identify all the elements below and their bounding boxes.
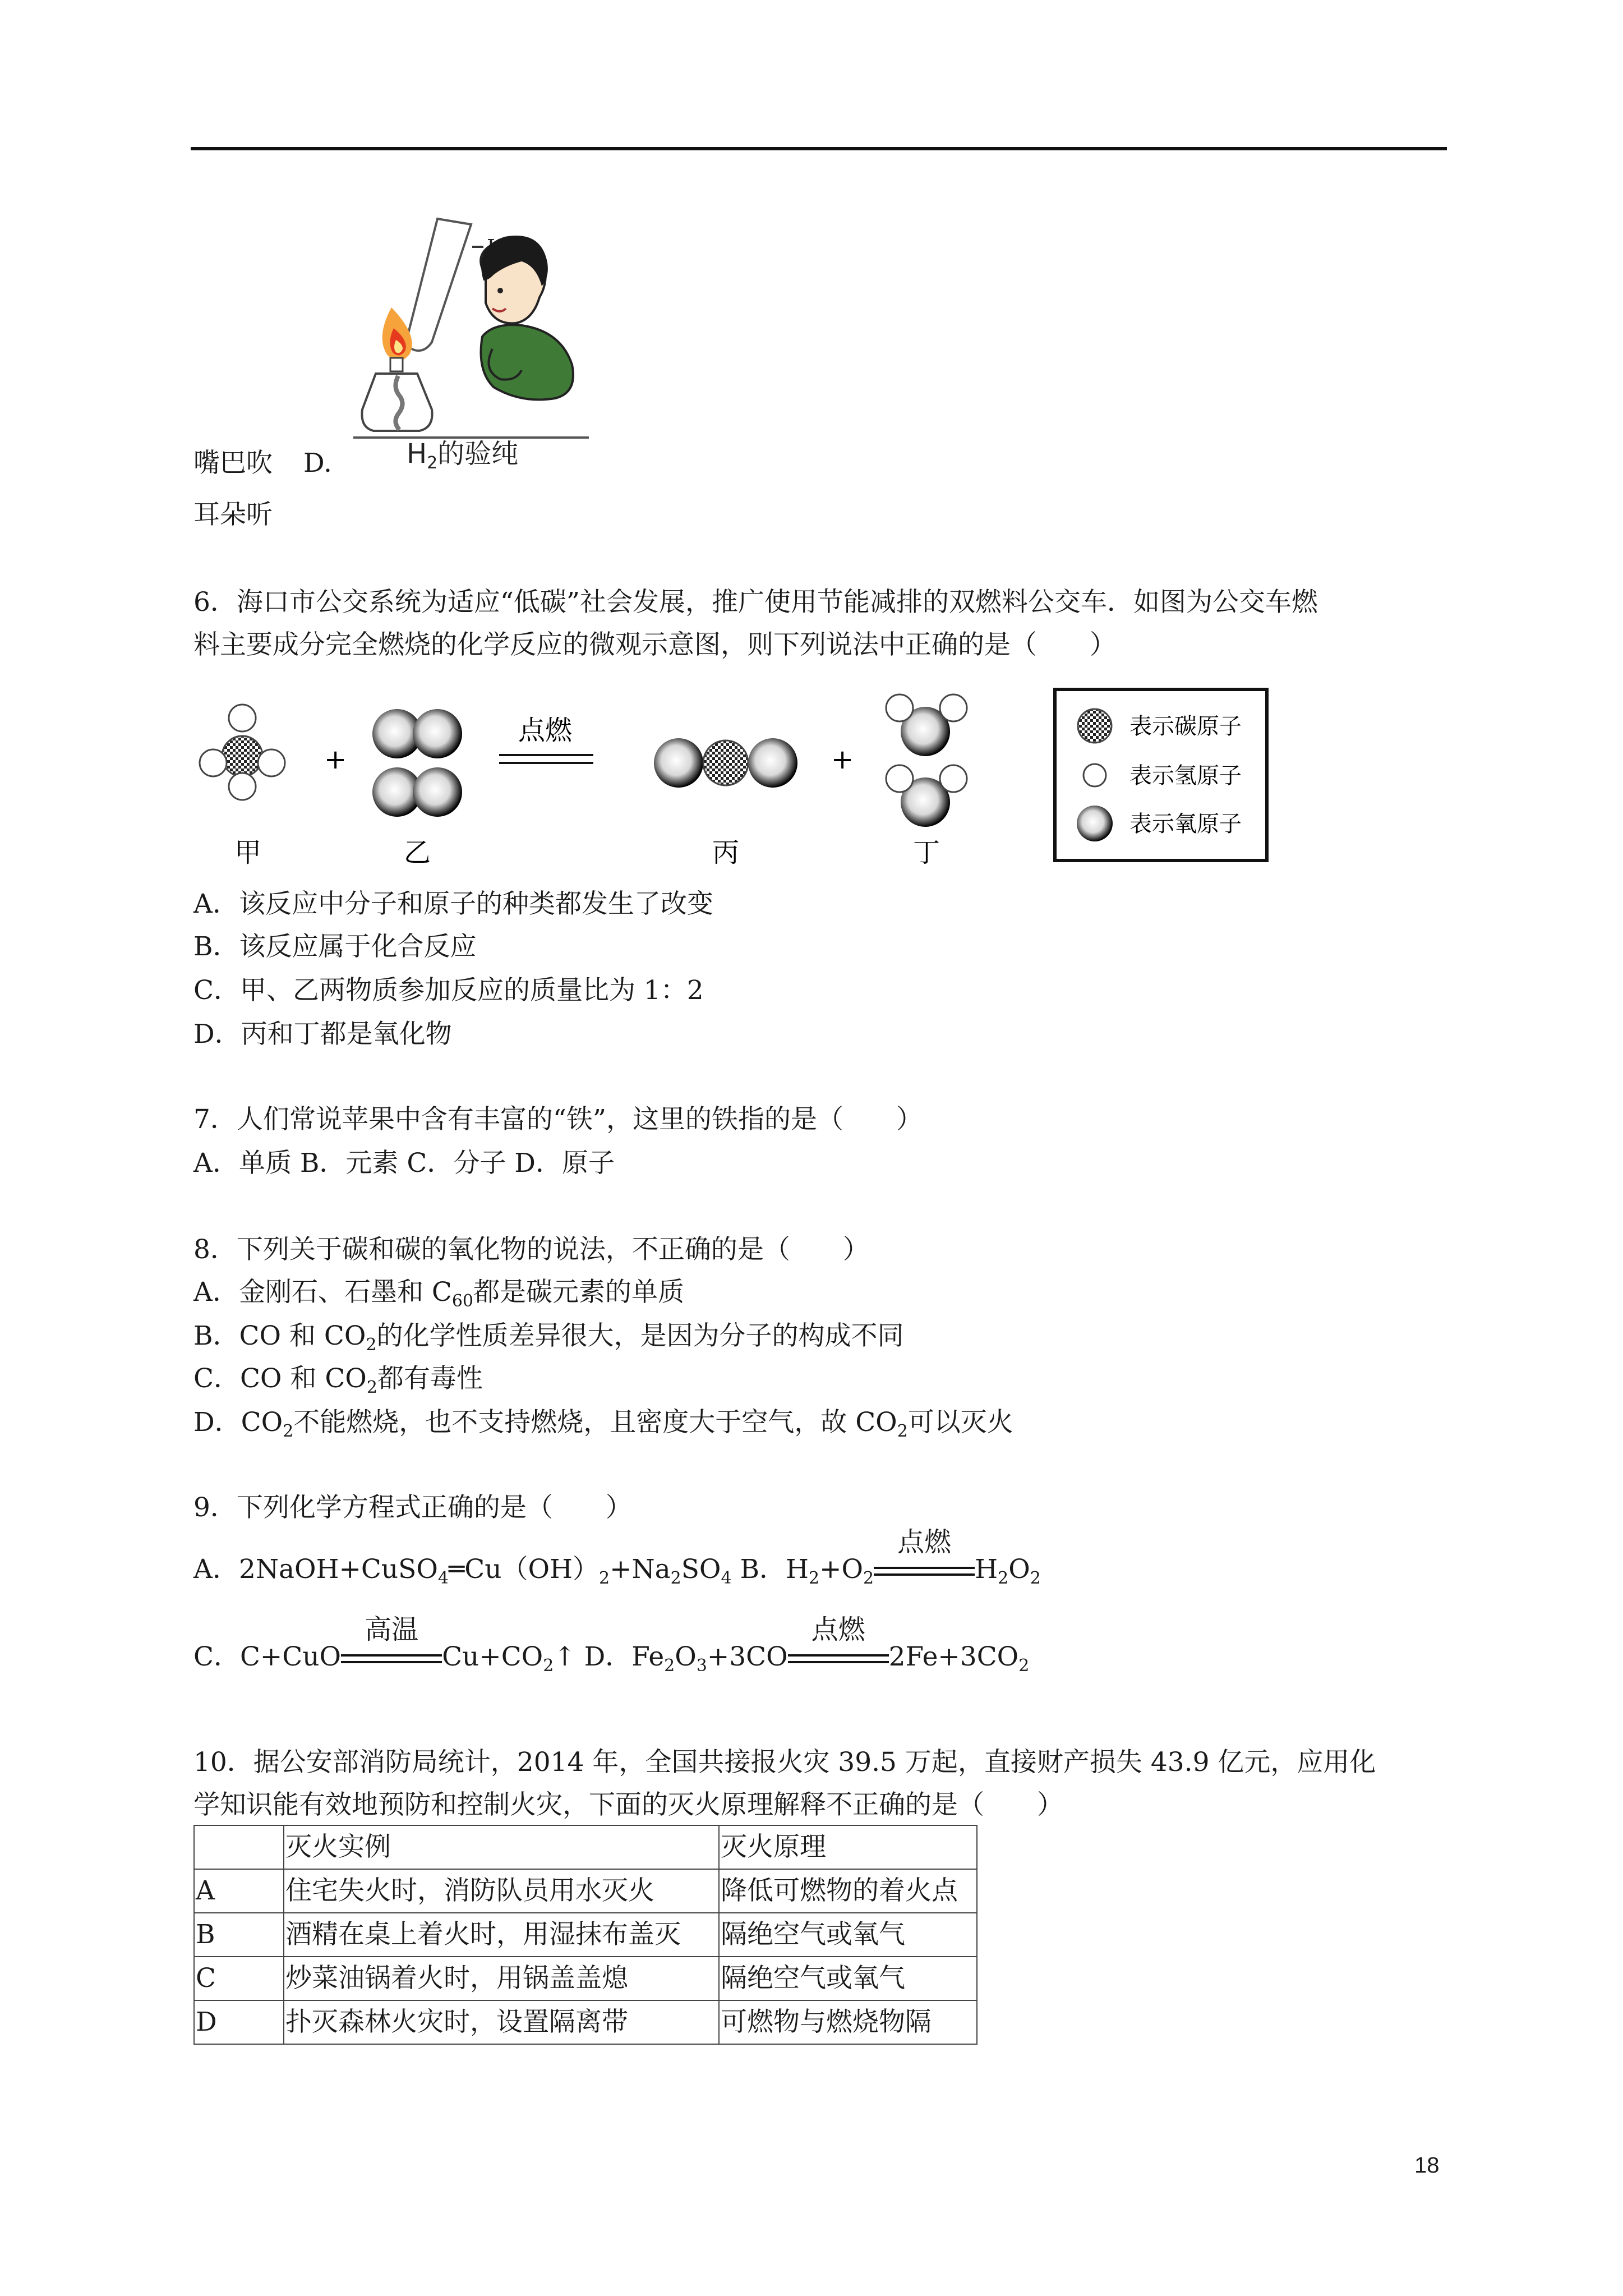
q10-stem-line2: 学知识能有效地预防和控制火灾，下面的灭火原理解释不正确的是（ ）	[193, 1789, 1063, 1820]
legend-hydrogen-text: 表示氢原子	[1129, 763, 1242, 789]
q7-options: A．单质 B．元素 C．分子 D．原子	[193, 1148, 615, 1179]
hydrogen-atom-icon	[940, 765, 967, 792]
molecule-bing	[654, 738, 797, 788]
hydrogen-atom-icon	[258, 749, 285, 776]
label-yi: 乙	[403, 837, 431, 868]
q8-b-sub: 2	[366, 1335, 377, 1355]
table-row	[194, 1957, 977, 2000]
table-cell: A	[194, 1869, 284, 1913]
q9-b-sub-4: 2	[1030, 1568, 1041, 1588]
alcohol-lamp-icon	[362, 358, 432, 431]
image-caption: $H_2$的验纯	[407, 438, 519, 471]
q6-option-b: B．该反应属于化合反应	[193, 931, 477, 962]
hydrogen-atom-icon	[1083, 764, 1106, 786]
table-cell: 扑灭森林火灾时，设置隔离带	[284, 2000, 719, 2044]
test-tube-icon	[407, 219, 471, 351]
q9-a-sub-3: 2	[670, 1568, 681, 1588]
q8-a-sub: 60	[451, 1291, 474, 1311]
table-cell: B	[194, 1913, 284, 1957]
hydrogen-atom-icon	[229, 773, 256, 800]
hydrogen-atom-icon	[886, 765, 913, 792]
q8-option-a	[193, 1276, 684, 1309]
hydrogen-atom-icon	[229, 705, 256, 731]
q9-d-reaction-arrow	[788, 1614, 889, 1670]
q9-c-text: C．C+CuO	[193, 1641, 342, 1672]
q9-b-sub-3: 2	[998, 1568, 1009, 1588]
q8-c-text-2: 都有毒性	[377, 1363, 483, 1394]
q7-stem: 7．人们常说苹果中含有丰富的“铁”，这里的铁指的是（ ）	[193, 1104, 923, 1135]
q9-b-reaction-arrow	[874, 1526, 975, 1582]
option-d-label: D.	[303, 448, 332, 478]
q9-options-cd	[193, 1614, 1030, 1676]
q9-b-sub-2: 2	[863, 1568, 874, 1588]
molecule-ding	[886, 694, 967, 827]
q9-b-text-3: H	[975, 1554, 998, 1585]
q6-legend	[1053, 688, 1269, 862]
q8-d-text-3: 可以灭火	[907, 1407, 1013, 1438]
molecule-jia	[200, 705, 285, 800]
legend-carbon-text: 表示碳原子	[1129, 714, 1242, 739]
q9-d-text-3: +3CO	[707, 1641, 788, 1672]
prev-option-line-2: 耳朵听	[193, 499, 273, 530]
q8-a-text: A．金刚石、石墨和 C	[193, 1277, 452, 1308]
table-header-row	[194, 1825, 977, 1869]
q9-a-text-4: SO	[681, 1554, 721, 1585]
q9-a-sub-2: 2	[599, 1568, 610, 1588]
q9-c-reaction-arrow	[341, 1614, 442, 1670]
hydrogen-atom-icon	[886, 694, 913, 721]
label-ding: 丁	[912, 837, 940, 868]
q10-stem-line1: 10．据公安部消防局统计，2014 年，全国共接报火灾 39.5 万起，直接财产损失 43.9 亿元，应用化	[193, 1747, 1376, 1778]
table-header-cell: 灭火原理	[719, 1825, 977, 1869]
q8-d-sub: 2	[283, 1421, 294, 1441]
q9-d-text: ↑ D．Fe	[554, 1641, 665, 1672]
q9-a-text: A．2NaOH+CuSO	[193, 1554, 438, 1585]
q9-b-text: B．H	[731, 1554, 809, 1585]
q9-d-sub: 2	[664, 1656, 675, 1676]
q9-d-text-2: O	[675, 1641, 697, 1672]
q9-options-ab	[193, 1526, 1041, 1588]
molecule-yi	[372, 709, 462, 817]
q6-option-c: C．甲、乙两物质参加反应的质量比为 1：2	[193, 975, 704, 1006]
oxygen-atom-icon	[654, 738, 703, 788]
hydrogen-atom-icon	[200, 749, 227, 776]
q8-option-c	[193, 1362, 483, 1396]
q9-c-sub: 2	[543, 1656, 554, 1676]
table-row	[194, 2000, 977, 2044]
q9-d-sub-2: 3	[696, 1656, 707, 1676]
table-cell: 可燃物与燃烧物隔	[719, 2000, 977, 2044]
reaction-condition: 点燃	[518, 715, 573, 746]
page-number: 18	[1414, 2153, 1440, 2178]
q9-b-sub: 2	[809, 1568, 820, 1588]
q9-stem: 9．下列化学方程式正确的是（ ）	[193, 1492, 632, 1523]
label-bing: 丙	[712, 837, 740, 868]
q10-table	[193, 1825, 978, 2045]
q9-a-text-3: +Na	[610, 1554, 671, 1585]
table-header-cell: 灭火实例	[284, 1825, 719, 1869]
header-rule	[191, 147, 1447, 150]
q6-option-d: D．丙和丁都是氧化物	[193, 1019, 452, 1050]
q9-c-condition: 高温	[365, 1614, 419, 1645]
table-row	[194, 1869, 977, 1913]
oxygen-atom-icon	[1077, 806, 1113, 841]
q9-d-sub-3: 2	[1018, 1656, 1030, 1676]
q9-c-text-2: Cu+CO	[442, 1641, 543, 1672]
prev-option-text: 嘴巴吹	[193, 448, 273, 478]
reaction-line-bottom	[499, 762, 593, 764]
q9-a-sub: 4	[437, 1568, 449, 1588]
h2-purity-test-illustration	[353, 208, 600, 471]
boy-icon	[481, 236, 573, 400]
oxygen-atom-icon	[748, 738, 797, 788]
q9-a-text-2: Cu（OH）	[464, 1554, 600, 1585]
reaction-line-top	[499, 754, 593, 756]
q8-option-b	[193, 1319, 904, 1353]
label-jia: 甲	[234, 837, 262, 868]
table-cell: 隔绝空气或氧气	[719, 1913, 977, 1957]
oxygen-atom-icon	[413, 767, 462, 817]
q9-d-text-4: 2Fe+3CO	[888, 1641, 1019, 1672]
plus-sign-1: +	[324, 744, 347, 775]
q8-stem: 8．下列关于碳和碳的氧化物的说法，不正确的是（ ）	[193, 1234, 869, 1265]
table-cell: 炒菜油锅着火时，用锅盖盖熄	[284, 1957, 719, 2000]
table-cell: 降低可燃物的着火点	[719, 1869, 977, 1913]
q9-d-condition: 点燃	[811, 1614, 865, 1645]
oxygen-atom-icon	[413, 709, 462, 758]
carbon-atom-icon	[222, 736, 262, 776]
table-header-cell	[194, 1825, 284, 1869]
table-cell: 酒精在桌上着火时，用湿抹布盖灭	[284, 1913, 719, 1957]
q8-option-d	[193, 1406, 1013, 1439]
q9-b-text-2: +O	[819, 1554, 864, 1585]
q9-a-equals: ═	[448, 1554, 465, 1585]
q8-d-sub-2: 2	[897, 1421, 908, 1441]
q8-d-text: D．CO	[193, 1407, 283, 1438]
table-cell: C	[194, 1957, 284, 2000]
table-row	[194, 1913, 977, 1957]
q9-b-text-4: O	[1008, 1554, 1030, 1585]
q8-b-text: B．CO 和 CO	[193, 1320, 366, 1351]
q8-c-sub: 2	[366, 1378, 377, 1397]
flame-icon	[382, 307, 412, 361]
q8-b-text-2: 的化学性质差异很大，是因为分子的构成不同	[376, 1320, 904, 1351]
q9-a-sub-4: 4	[721, 1568, 732, 1588]
q6-stem-line2: 料主要成分完全燃烧的化学反应的微观示意图，则下列说法中正确的是（ ）	[193, 629, 1116, 660]
table-cell: 隔绝空气或氧气	[719, 1957, 977, 2000]
q9-b-condition: 点燃	[897, 1526, 952, 1558]
table-cell: D	[194, 2000, 284, 2044]
plus-sign-2: +	[831, 744, 854, 775]
legend-graphic	[1057, 691, 1265, 859]
q8-d-text-2: 不能燃烧，也不支持燃烧，且密度大于空气，故 CO	[293, 1407, 897, 1438]
carbon-atom-icon	[703, 740, 748, 785]
q6-option-a: A．该反应中分子和原子的种类都发生了改变	[193, 889, 713, 919]
carbon-atom-icon	[1078, 709, 1112, 743]
q8-c-text: C．CO 和 CO	[193, 1363, 367, 1394]
legend-oxygen-text: 表示氧原子	[1129, 811, 1242, 837]
q6-stem-line1: 6．海口市公交系统为适应“低碳”社会发展，推广使用节能减排的双燃料公交车．如图为公交车燃	[193, 587, 1318, 618]
q8-a-text-2: 都是碳元素的单质	[473, 1277, 685, 1308]
hydrogen-atom-icon	[940, 694, 967, 721]
prev-option-line	[193, 447, 332, 480]
table-cell: 住宅失火时，消防队员用水灭火	[284, 1869, 719, 1913]
